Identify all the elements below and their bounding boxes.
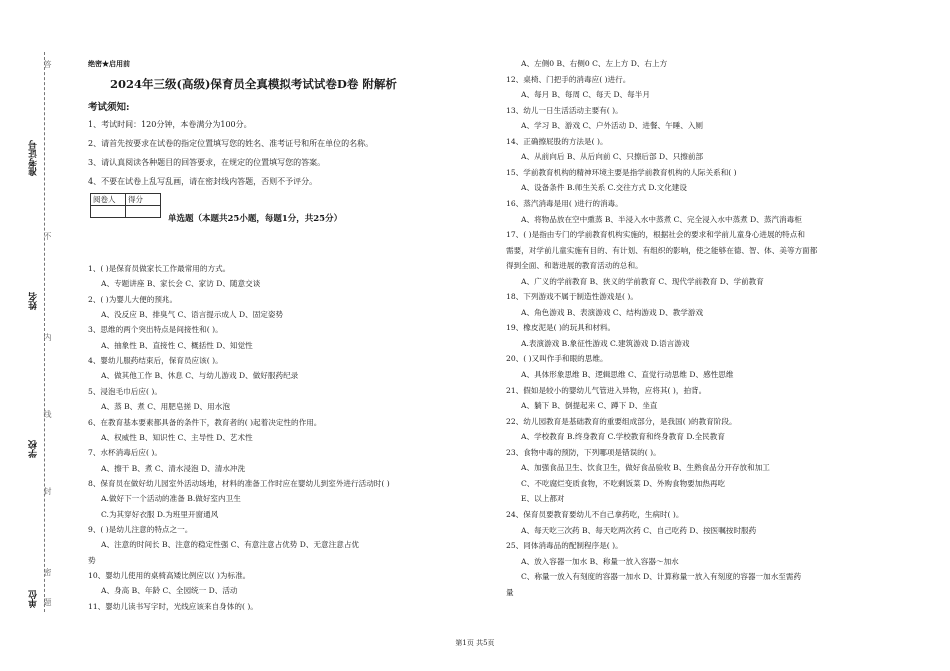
answer-options: A、擦干 B、煮 C、清水浸泡 D、清水冲洗 — [101, 463, 246, 473]
answer-options: 量 — [506, 587, 514, 597]
question-text: 25、同体消毒品的配制程序是( )。 — [506, 541, 623, 551]
answer-options: A、学校教育 B.终身教育 C.学校教育和终身教育 D.全民教育 — [521, 432, 725, 442]
reviewer-blank — [91, 206, 126, 218]
question-text: 12、桌椅、门把手的消毒应( )进行。 — [506, 74, 631, 84]
question-text: 23、食物中毒的预防，下列哪项是错误的( )。 — [506, 447, 661, 457]
margin-mark: 内 — [43, 333, 52, 341]
question-text: 18、下列游戏不属于制造性游戏是( )。 — [506, 292, 638, 302]
score-cell: 得分 — [126, 194, 161, 206]
question-text: 得到全面、和谐进展的教育活动的总和。 — [506, 261, 643, 271]
answer-options: A、做其他工作 B、休息 C、与幼儿游戏 D、做好服药纪录 — [101, 371, 299, 381]
notice-item: 2、请首先按要求在试卷的指定位置填写您的姓名、准考证号和所在单位的名称。 — [88, 139, 374, 148]
answer-options: A、角色游戏 B、表演游戏 C、结构游戏 D、教学游戏 — [521, 307, 704, 317]
answer-options: C.为其穿好衣服 D.为班里开窗通风 — [101, 509, 219, 519]
question-text: 6、在教育基本要素都具备的条件下，教育者的( )起着决定性的作用。 — [88, 417, 322, 427]
question-text: 20、( )又叫作手和眼的思维。 — [506, 354, 608, 364]
notice-item: 4、不要在试卷上乱写乱画，请在密封线内答题，否则不予评分。 — [88, 177, 318, 186]
answer-options: A、每天吃三次药 B、每天吃两次药 C、自己吃药 D、按医嘱按时服药 — [521, 525, 757, 535]
question-text: 15、学前教育机构的精神环境主要是指学前教育机构的人际关系和( ) — [506, 167, 737, 177]
answer-options: A、学习 B、游戏 C、户外活动 D、进餐、午睡、入厕 — [521, 121, 704, 131]
answer-options: A、注意的时间长 B、注意的稳定性强 C、有意注意占优势 D、无意注意占优 — [101, 540, 360, 550]
question-text: 22、幼儿园教育是基础教育的重要组成部分，是我国( )的教育阶段。 — [506, 416, 737, 426]
question-text: 14、正确擦屁股的方法是( )。 — [506, 136, 608, 146]
margin-mark: 密 — [43, 568, 52, 576]
question-text: 21、假如是较小的婴幼儿气管进入异物，应将其( )，拍背。 — [506, 385, 707, 395]
question-text: 5、浸泡毛巾后应( )。 — [88, 386, 162, 396]
answer-options: A、每月 B、每周 C、每天 D、每半月 — [521, 90, 650, 100]
question-text: 1、( )是保育员做家长工作最常用的方式。 — [88, 264, 231, 273]
answer-options: A、设备条件 B.师生关系 C.交往方式 D.文化建设 — [521, 183, 687, 193]
answer-options: A.做好下一个活动的准备 B.做好室内卫生 — [101, 494, 241, 504]
answer-options: A、从前向后 B、从后向前 C、只擦后部 D、只擦前部 — [521, 152, 704, 162]
question-text: 需要，对学前儿童实施有目的、有计划、有组织的影响，使之能够在德、智、体、美等方面都 — [506, 245, 818, 255]
margin-mark: 答 — [43, 60, 52, 68]
question-text: 17、( )是指由专门的学前教育机构实施的，根据社会的要求和学前儿童身心进展的特点和 — [506, 230, 805, 240]
answer-options: C、称量一放入有刻度的容器一加水 D、计算称量一放入有刻度的容器一加水至需药 — [521, 572, 802, 582]
answer-options: A、放入容器一加水 B、称量一放入容器～加水 — [521, 556, 679, 566]
notice-item: 1、考试时间：120分钟，本卷满分为100分。 — [88, 120, 252, 129]
question-text: 2、( )为婴儿大便的预兆。 — [88, 294, 178, 304]
margin-mark: 封 — [43, 487, 52, 495]
answer-options: A、加强食品卫生、饮食卫生，做好食品验收 B、生熟食品分开存放和加工 — [521, 463, 770, 473]
notice-item: 3、请认真阅读各种题目的回答要求，在规定的位置填写您的答案。 — [88, 158, 326, 167]
answer-options: C、不吃腐烂变质食物，不吃剩饭菜 D、外购食物要加热再吃 — [521, 478, 726, 488]
margin-mark: 题 — [43, 598, 52, 606]
question-text: 4、婴幼儿服药结束后，保育员应该( )。 — [88, 356, 223, 366]
secret-label: 绝密★启用前 — [88, 59, 130, 68]
question-text: 13、幼儿一日生活活动主要有( )。 — [506, 105, 623, 115]
section-title: 单选题（本题共25小题，每题1分，共25分） — [168, 214, 343, 224]
margin-exam-no: 准考证号 — [29, 140, 39, 176]
page-title: 2024年三级(高级)保育员全真模拟考试试卷D卷 附解析 — [110, 77, 397, 91]
question-text: 3、思维的两个突出特点是间接性和( )。 — [88, 325, 223, 335]
answer-options: A、抽象性 B、直接性 C、概括性 D、知觉性 — [101, 340, 253, 350]
margin-unit: 单位 — [29, 590, 39, 608]
question-text: 8、保育员在做好幼儿园室外活动场地，材料的准备工作时应在婴幼儿到室外进行活动时( ) — [88, 478, 390, 488]
answer-options: A、权威性 B、知识性 C、主导性 D、艺术性 — [101, 432, 253, 442]
margin-school: 学校 — [29, 440, 39, 458]
answer-options: A、具体形象思维 B、逻辑思维 C、直觉行动思维 D、感性思维 — [521, 370, 734, 379]
answer-options: A、没反应 B、排臭气 C、语言提示成人 D、固定姿势 — [101, 310, 284, 320]
margin-name: 姓名 — [29, 292, 39, 310]
answer-options: A、专题讲座 B、家长会 C、家访 D、随意交谈 — [101, 279, 261, 289]
answer-options: A、身高 B、年龄 C、全园统一 D、活动 — [101, 586, 238, 596]
score-blank — [126, 206, 161, 218]
page-footer: 第1页 共5页 — [455, 639, 495, 647]
answer-options: A.表演游戏 B.象征性游戏 C.建筑游戏 D.语言游戏 — [521, 338, 690, 348]
question-text: 10、婴幼儿使用的桌椅高矮比例应以( )为标准。 — [88, 571, 251, 580]
question-text: 16、蒸汽消毒是用( )进行的消毒。 — [506, 198, 623, 208]
seal-line — [44, 52, 45, 612]
question-text: 11、婴幼儿读书写字时，光线应该来自身体的( )。 — [88, 601, 258, 611]
notice-heading: 考试须知: — [88, 102, 130, 113]
question-text: 24、保育员要教育要幼儿不自己拿药吃，生病时( )。 — [506, 509, 684, 519]
margin-mark: 线 — [43, 410, 52, 418]
answer-options: E、以上都对 — [521, 494, 565, 504]
answer-options: 势 — [88, 555, 96, 565]
margin-mark: 不 — [43, 232, 52, 240]
answer-options: A、蒸 B、煮 C、用肥皂搓 D、用水泡 — [101, 402, 230, 412]
answer-options: A、左侧0 B、右侧0 C、左上方 D、右上方 — [521, 59, 668, 68]
reviewer-cell: 阅卷人 — [91, 194, 126, 206]
answer-options: A、躺下 B、倒提起来 C、蹲下 D、坐直 — [521, 401, 658, 411]
answer-options: A、将物品放在空中熏蒸 B、半浸入水中蒸煮 C、完全浸入水中蒸煮 D、蒸汽消毒柜 — [521, 214, 802, 224]
answer-options: A、广义的学前教育 B、狭义的学前教育 C、现代学前教育 D、学前教育 — [521, 276, 764, 286]
question-text: 19、橡皮泥是( )的玩具和材料。 — [506, 323, 616, 333]
question-text: 9、( )是幼儿注意的特点之一。 — [88, 524, 193, 534]
question-text: 7、水杯消毒后应( )。 — [88, 448, 162, 458]
score-table — [90, 193, 161, 218]
